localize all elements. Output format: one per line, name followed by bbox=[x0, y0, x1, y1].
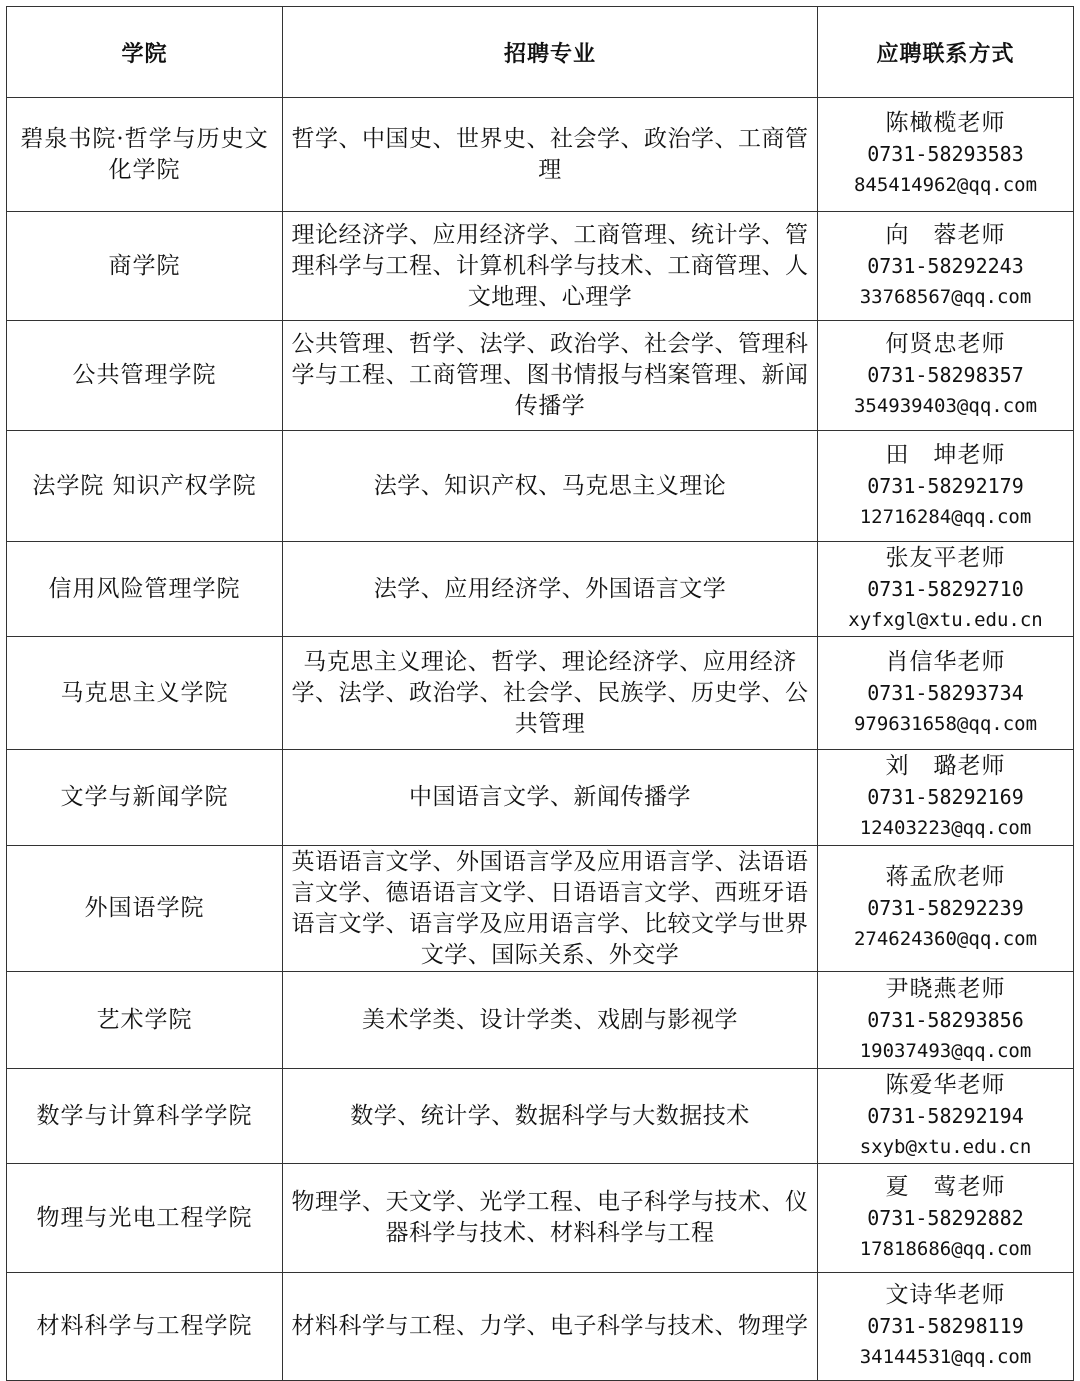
college-cell: 文学与新闻学院 bbox=[7, 750, 283, 846]
college-cell: 外国语学院 bbox=[7, 846, 283, 972]
header-majors: 招聘专业 bbox=[283, 7, 818, 98]
contact-cell bbox=[818, 846, 1074, 972]
college-cell: 马克思主义学院 bbox=[7, 637, 283, 750]
college-cell: 碧泉书院·哲学与历史文化学院 bbox=[7, 98, 283, 212]
college-cell: 艺术学院 bbox=[7, 972, 283, 1069]
email-address: 19037493@qq.com bbox=[859, 1039, 1032, 1062]
teacher-name: 刘 璐老师 bbox=[885, 753, 1006, 779]
teacher-name: 向 蓉老师 bbox=[885, 221, 1006, 248]
contact-cell bbox=[818, 1069, 1074, 1164]
majors-cell: 中国语言文学、新闻传播学 bbox=[283, 750, 818, 846]
table-row bbox=[7, 542, 1074, 637]
contact-cell bbox=[818, 1164, 1074, 1273]
teacher-name: 何贤忠老师 bbox=[885, 331, 1006, 357]
majors-cell: 法学、应用经济学、外国语言文学 bbox=[283, 542, 818, 637]
college-cell: 数学与计算科学学院 bbox=[7, 1069, 283, 1164]
email-address: sxyb@xtu.edu.cn bbox=[859, 1135, 1032, 1158]
majors-cell: 材料科学与工程、力学、电子科学与技术、物理学 bbox=[283, 1273, 818, 1381]
email-address: 274624360@qq.com bbox=[853, 928, 1038, 950]
college-cell: 公共管理学院 bbox=[7, 321, 283, 431]
phone-number: 0731-58292194 bbox=[867, 1103, 1024, 1128]
email-address: 12403223@qq.com bbox=[859, 817, 1032, 839]
phone-number: 0731-58293583 bbox=[867, 142, 1024, 166]
phone-number: 0731-58292243 bbox=[867, 253, 1024, 278]
email-address: 845414962@qq.com bbox=[853, 174, 1038, 196]
majors-cell: 公共管理、哲学、法学、政治学、社会学、管理科学与工程、工商管理、图书情报与档案管理、新闻传播学 bbox=[283, 321, 818, 431]
majors-cell: 数学、统计学、数据科学与大数据技术 bbox=[283, 1069, 818, 1164]
table-row bbox=[7, 637, 1074, 750]
teacher-name: 张友平老师 bbox=[885, 544, 1006, 571]
table-row bbox=[7, 972, 1074, 1069]
email-address: 17818686@qq.com bbox=[859, 1237, 1032, 1260]
email-address: 979631658@qq.com bbox=[853, 712, 1038, 735]
teacher-name: 陈爱华老师 bbox=[885, 1071, 1006, 1098]
teacher-name: 肖信华老师 bbox=[885, 648, 1006, 675]
contact-cell bbox=[818, 637, 1074, 750]
email-address: 34144531@qq.com bbox=[859, 1346, 1032, 1368]
contact-cell bbox=[818, 542, 1074, 637]
table-row bbox=[7, 212, 1074, 321]
teacher-name: 夏 莺老师 bbox=[885, 1173, 1006, 1200]
table-row bbox=[7, 321, 1074, 431]
phone-number: 0731-58292179 bbox=[867, 473, 1024, 498]
majors-cell: 英语语言文学、外国语言学及应用语言学、法语语言文学、德语语言文学、日语语言文学、西班牙语语言文学、语言学及应用语言学、比较文学与世界文学、国际关系、外交学 bbox=[283, 846, 818, 972]
phone-number: 0731-58292169 bbox=[867, 785, 1024, 809]
teacher-name: 尹晓燕老师 bbox=[885, 975, 1006, 1002]
email-address: 354939403@qq.com bbox=[853, 395, 1038, 417]
teacher-name: 文诗华老师 bbox=[885, 1282, 1006, 1308]
college-cell: 信用风险管理学院 bbox=[7, 542, 283, 637]
college-cell: 物理与光电工程学院 bbox=[7, 1164, 283, 1273]
contact-cell bbox=[818, 321, 1074, 431]
contact-cell bbox=[818, 98, 1074, 212]
contact-cell bbox=[818, 1273, 1074, 1381]
email-address: xyfxgl@xtu.edu.cn bbox=[848, 608, 1043, 631]
phone-number: 0731-58292239 bbox=[867, 896, 1024, 920]
table-row bbox=[7, 846, 1074, 972]
table-row bbox=[7, 1273, 1074, 1381]
majors-cell: 法学、知识产权、马克思主义理论 bbox=[283, 431, 818, 542]
contact-cell bbox=[818, 431, 1074, 542]
majors-cell: 哲学、中国史、世界史、社会学、政治学、工商管理 bbox=[283, 98, 818, 212]
table-row bbox=[7, 1069, 1074, 1164]
phone-number: 0731-58298119 bbox=[867, 1314, 1024, 1338]
phone-number: 0731-58292882 bbox=[867, 1205, 1024, 1230]
email-address: 33768567@qq.com bbox=[859, 285, 1032, 308]
teacher-name: 陈橄榄老师 bbox=[885, 110, 1006, 136]
table-row bbox=[7, 1164, 1074, 1273]
header-contact: 应聘联系方式 bbox=[818, 7, 1074, 98]
recruitment-table bbox=[6, 6, 1074, 1381]
contact-cell bbox=[818, 972, 1074, 1069]
table-row bbox=[7, 98, 1074, 212]
college-cell: 材料科学与工程学院 bbox=[7, 1273, 283, 1381]
header-row bbox=[7, 7, 1074, 98]
table-row bbox=[7, 431, 1074, 542]
teacher-name: 田 坤老师 bbox=[885, 441, 1006, 468]
majors-cell: 物理学、天文学、光学工程、电子科学与技术、仪器科学与技术、材料科学与工程 bbox=[283, 1164, 818, 1273]
contact-cell bbox=[818, 750, 1074, 846]
phone-number: 0731-58293856 bbox=[867, 1007, 1024, 1032]
college-cell: 商学院 bbox=[7, 212, 283, 321]
majors-cell: 马克思主义理论、哲学、理论经济学、应用经济学、法学、政治学、社会学、民族学、历史学、公共管理 bbox=[283, 637, 818, 750]
table-row bbox=[7, 750, 1074, 846]
phone-number: 0731-58293734 bbox=[867, 680, 1024, 705]
header-college: 学院 bbox=[7, 7, 283, 98]
majors-cell: 理论经济学、应用经济学、工商管理、统计学、管理科学与工程、计算机科学与技术、工商管理、人文地理、心理学 bbox=[283, 212, 818, 321]
college-cell: 法学院 知识产权学院 bbox=[7, 431, 283, 542]
phone-number: 0731-58292710 bbox=[867, 576, 1024, 601]
phone-number: 0731-58298357 bbox=[867, 363, 1024, 387]
majors-cell: 美术学类、设计学类、戏剧与影视学 bbox=[283, 972, 818, 1069]
contact-cell bbox=[818, 212, 1074, 321]
email-address: 12716284@qq.com bbox=[859, 505, 1032, 528]
teacher-name: 蒋孟欣老师 bbox=[885, 864, 1006, 890]
